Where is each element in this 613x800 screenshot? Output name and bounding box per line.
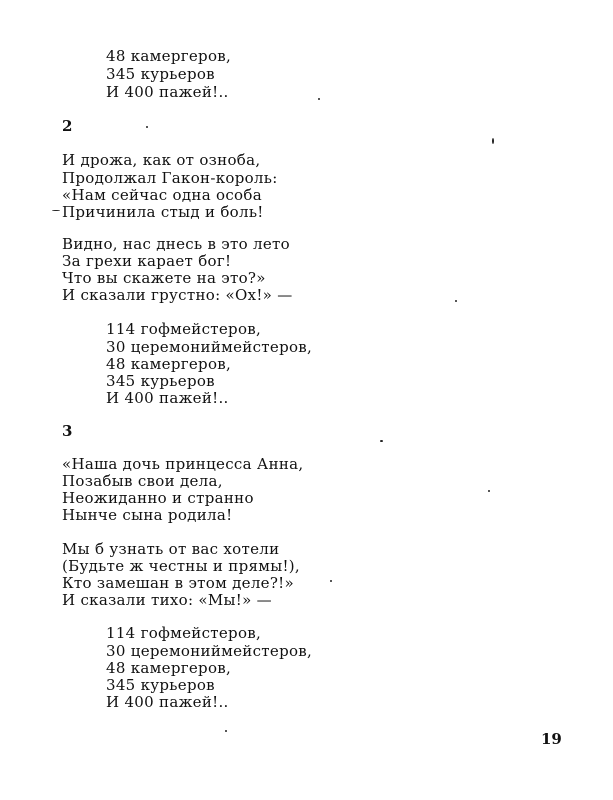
poem-line: «Нам сейчас одна особа <box>62 186 262 204</box>
poem-line: И 400 пажей!.. <box>106 389 229 407</box>
poem-line: (Будьте ж честны и прямы!), <box>62 557 300 575</box>
section-number-2: 2 <box>62 117 73 135</box>
poem-line: «Наша дочь принцесса Анна, <box>62 455 304 473</box>
section-number-3: 3 <box>62 422 73 440</box>
scan-speck <box>492 138 494 144</box>
poem-line: Продолжал Гакон-король: <box>62 169 278 187</box>
poem-line: 30 церемониймейстеров, <box>106 642 313 660</box>
poem-line: Позабыв свои дела, <box>62 472 223 490</box>
poem-line: 345 курьеров <box>106 65 215 83</box>
scan-speck <box>52 210 60 211</box>
poem-line: 48 камергеров, <box>106 47 232 65</box>
scan-speck <box>488 490 490 492</box>
scan-speck <box>380 440 383 442</box>
poem-line: 48 камергеров, <box>106 659 232 677</box>
page-number: 19 <box>541 730 562 748</box>
scan-speck <box>330 580 332 582</box>
poem-line: 345 курьеров <box>106 676 215 694</box>
poem-line: И сказали тихо: «Мы!» — <box>62 591 272 609</box>
scan-speck <box>225 730 227 732</box>
poem-line: И дрожа, как от озноба, <box>62 151 261 169</box>
poem-line: Видно, нас днесь в это лето <box>62 235 290 253</box>
poem-line: Мы б узнать от вас хотели <box>62 540 280 558</box>
poem-line: За грехи карает бог! <box>62 252 232 270</box>
poem-line: Что вы скажете на это?» <box>62 269 266 287</box>
poem-line: Неожиданно и странно <box>62 489 254 507</box>
poem-line: 345 курьеров <box>106 372 215 390</box>
poem-line: Нынче сына родила! <box>62 506 233 524</box>
poem-line: Причинила стыд и боль! <box>62 203 264 221</box>
poem-line: 48 камергеров, <box>106 355 232 373</box>
scan-speck <box>455 300 457 302</box>
scan-speck <box>318 98 320 100</box>
poem-line: 30 церемониймейстеров, <box>106 338 313 356</box>
scan-speck <box>146 126 148 128</box>
poem-line: 114 гофмейстеров, <box>106 320 262 338</box>
poem-line: И 400 пажей!.. <box>106 693 229 711</box>
poem-line: И 400 пажей!.. <box>106 83 229 101</box>
poem-line: И сказали грустно: «Ох!» — <box>62 286 293 304</box>
poem-line: Кто замешан в этом деле?!» <box>62 574 294 592</box>
poem-line: 114 гофмейстеров, <box>106 624 262 642</box>
